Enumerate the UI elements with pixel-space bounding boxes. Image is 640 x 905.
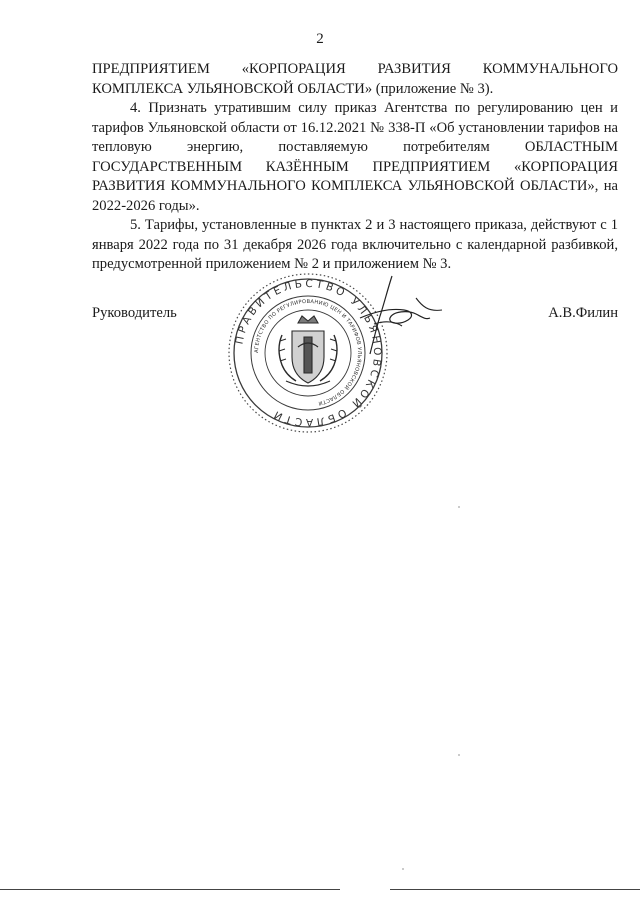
paragraph-item-5: 5. Тарифы, установленные в пунктах 2 и 3 настоящего приказа, действуют с 1 января 2022 года по 31 декабря 2026 года включительно с календарной разбивкой, предусмотренной приложением № 2 и приложением № 3. — [92, 217, 618, 272]
scan-speck — [458, 506, 460, 508]
paragraph-item-4: 4. Признать утратившим силу приказ Агентства по регулированию цен и тарифов Ульяновской области от 16.12.2021 № 338-П «Об установлении тарифов на тепловую энергию, поставляемую потребителям ОБЛАСТНЫМ ГОСУДАРСТВЕННЫМ КАЗЁННЫМ ПРЕДПРИЯТИЕМ «КОРПОРАЦИЯ РАЗВИТИЯ КОММУНАЛЬНОГО КОМПЛЕКСА УЛЬЯНОВСКОЙ ОБЛАСТИ», на 2022-2026 годы». — [92, 100, 618, 214]
page-number: 2 — [316, 31, 324, 47]
footer-rule — [0, 889, 340, 890]
coat-of-arms-icon — [279, 316, 337, 386]
scan-speck — [458, 754, 460, 756]
signatory-title: Руководитель — [92, 305, 177, 321]
seal-inner-text: АГЕНТСТВО ПО РЕГУЛИРОВАНИЮ ЦЕН И ТАРИФОВ УЛЬЯНОВСКОЙ ОБЛАСТИ — [253, 298, 363, 406]
handwritten-signature — [330, 268, 450, 358]
signatory-name: А.В.Филин — [548, 305, 618, 321]
scan-speck — [402, 868, 404, 870]
footer-rule — [390, 889, 640, 890]
document-body — [92, 60, 618, 275]
seal-outer-text: ПРАВИТЕЛЬСТВО УЛЬЯНОВСКОЙ ОБЛАСТИ — [233, 277, 384, 429]
paragraph-continuation: ПРЕДПРИЯТИЕМ «КОРПОРАЦИЯ РАЗВИТИЯ КОММУНАЛЬНОГО КОМПЛЕКСА УЛЬЯНОВСКОЙ ОБЛАСТИ» (приложение № 3). — [92, 61, 618, 97]
